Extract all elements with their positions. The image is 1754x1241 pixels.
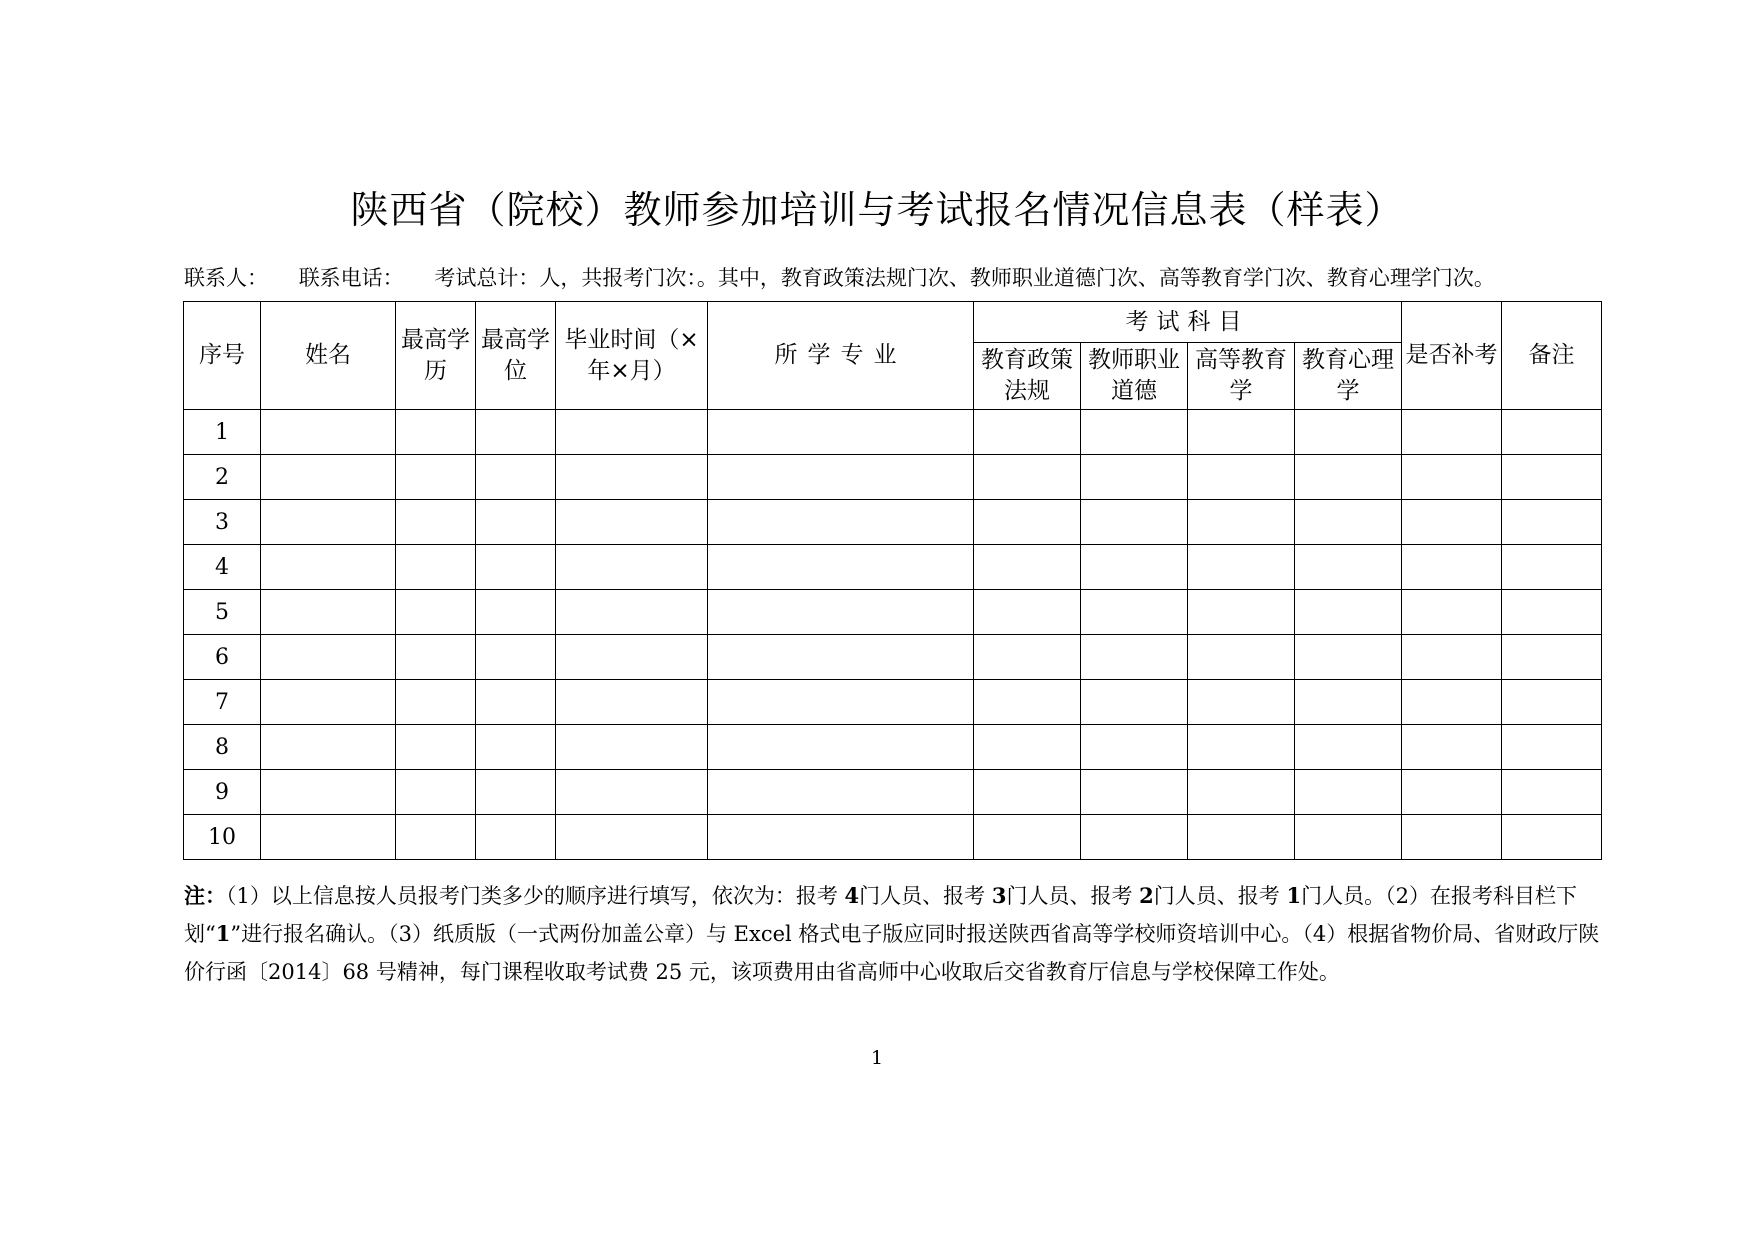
table-cell[interactable] [974,725,1081,770]
table-cell[interactable] [1402,725,1502,770]
table-cell[interactable] [1402,545,1502,590]
table-cell[interactable] [476,815,556,860]
notes-number-2: 2 [1139,883,1154,908]
table-cell[interactable] [556,815,708,860]
table-cell[interactable] [261,455,396,500]
table-cell[interactable] [1502,455,1602,500]
table-cell[interactable] [261,770,396,815]
table-cell[interactable] [1188,815,1295,860]
header-education: 最高学历 [396,302,476,410]
table-cell[interactable] [974,500,1081,545]
table-cell[interactable] [708,815,974,860]
table-cell[interactable] [974,410,1081,455]
table-cell[interactable] [1295,635,1402,680]
notes-text-3: 门人员、报考 [1006,884,1133,908]
table-row [184,455,1602,500]
table-cell[interactable] [974,770,1081,815]
table-cell[interactable] [1081,545,1188,590]
row-number: 6 [184,635,261,680]
table-cell[interactable] [556,455,708,500]
table-cell[interactable] [1081,590,1188,635]
header-subjects: 考试科目 [974,302,1402,343]
table-cell[interactable] [1502,815,1602,860]
table-cell[interactable] [1502,725,1602,770]
notes-number-1: 1 [1286,883,1302,908]
table-cell[interactable] [1502,545,1602,590]
exam-summary-count: 考试总计：人，共报考门次： [434,266,697,290]
notes-text-1: （1）以上信息按人员报考门类多少的顺序进行填写，依次为：报考 [226,884,838,908]
table-cell[interactable] [974,815,1081,860]
table-cell[interactable] [1081,725,1188,770]
table-cell[interactable] [476,725,556,770]
table-cell[interactable] [1402,770,1502,815]
table-cell[interactable] [1295,500,1402,545]
table-row [184,680,1602,725]
table-cell[interactable] [1295,410,1402,455]
table-cell[interactable] [974,455,1081,500]
table-cell[interactable] [1502,410,1602,455]
header-subject-policy: 教育政策法规 [974,343,1081,410]
notes-text-6: ”进行报名确认。（3）纸质版（一式两份加盖公章）与 Excel 格式电子版应同时报送陕西省高等学校师资培训中心。（4）根据省物价局、省财政厅陕价行函〔2014〕68 号精神，每门课程收取考试费 25 元，该项费用由省高师中心收取后交省教育厅信息与学校保障工作处。 [184,922,1600,984]
table-cell[interactable] [396,500,476,545]
table-cell[interactable] [1188,680,1295,725]
table-cell[interactable] [1402,635,1502,680]
header-seq: 序号 [184,302,261,410]
notes-number-3: 3 [991,883,1007,908]
header-degree: 最高学位 [476,302,556,410]
table-cell[interactable] [396,455,476,500]
row-number: 4 [184,545,261,590]
table-cell[interactable] [1502,680,1602,725]
table-cell[interactable] [1081,770,1188,815]
table-cell[interactable] [708,500,974,545]
table-body [184,410,1602,860]
table-cell[interactable] [396,410,476,455]
contact-line [184,264,1604,292]
table-cell[interactable] [708,680,974,725]
table-cell[interactable] [1295,590,1402,635]
table-cell[interactable] [1295,545,1402,590]
table-cell[interactable] [396,680,476,725]
table-cell[interactable] [1081,635,1188,680]
table-cell[interactable] [1502,635,1602,680]
table-cell[interactable] [1402,815,1502,860]
table-cell[interactable] [396,770,476,815]
table-cell[interactable] [1502,770,1602,815]
table-cell[interactable] [396,815,476,860]
table-cell[interactable] [1188,455,1295,500]
contact-phone-label: 联系电话： [298,266,404,290]
header-major: 所学专业 [708,302,974,410]
table-cell[interactable] [261,500,396,545]
table-cell[interactable] [1402,455,1502,500]
table-cell[interactable] [708,770,974,815]
table-cell[interactable] [261,410,396,455]
table-cell[interactable] [708,545,974,590]
notes [184,877,1604,991]
table-cell[interactable] [476,590,556,635]
table-cell[interactable] [261,815,396,860]
table-cell[interactable] [708,590,974,635]
page-title: 陕西省（院校）教师参加培训与考试报名情况信息表（样表） [350,188,1404,232]
table-row [184,500,1602,545]
table-cell[interactable] [556,770,708,815]
table-cell[interactable] [476,680,556,725]
row-number: 5 [184,590,261,635]
table-row [184,815,1602,860]
table-cell[interactable] [476,545,556,590]
table-cell[interactable] [556,725,708,770]
table-cell[interactable] [1188,770,1295,815]
header-graduation: 毕业时间（×年×月） [556,302,708,410]
table-cell[interactable] [556,635,708,680]
table-cell[interactable] [1081,410,1188,455]
table-cell[interactable] [1402,410,1502,455]
table-cell[interactable] [708,410,974,455]
table-cell[interactable] [1081,815,1188,860]
notes-text-2: 门人员、报考 [859,884,986,908]
row-number: 2 [184,455,261,500]
table-cell[interactable] [1295,455,1402,500]
table-cell[interactable] [1402,500,1502,545]
table-cell[interactable] [1188,410,1295,455]
table-cell[interactable] [396,545,476,590]
table-cell[interactable] [396,635,476,680]
header-remarks: 备注 [1502,302,1602,410]
table-cell[interactable] [261,545,396,590]
row-number: 3 [184,500,261,545]
table-cell[interactable] [974,680,1081,725]
table-cell[interactable] [1081,500,1188,545]
notes-number-4: 4 [844,883,860,908]
contact-person-label: 联系人： [184,266,268,290]
table-cell[interactable] [556,680,708,725]
table-cell[interactable] [1188,545,1295,590]
table-cell[interactable] [476,770,556,815]
table-cell[interactable] [476,455,556,500]
table-cell[interactable] [476,635,556,680]
table-cell[interactable] [1295,680,1402,725]
header-subject-higher-ed: 高等教育学 [1188,343,1295,410]
table-cell[interactable] [1402,590,1502,635]
table-cell[interactable] [1295,725,1402,770]
table-cell[interactable] [556,500,708,545]
header-retake: 是否补考 [1402,302,1502,410]
table-row [184,635,1602,680]
table-cell[interactable] [556,545,708,590]
table-cell[interactable] [1295,770,1402,815]
notes-text-5: 门人员。（2）在报考科目栏下划“ [184,884,1577,946]
row-number: 7 [184,680,261,725]
table-row [184,545,1602,590]
table-cell[interactable] [708,635,974,680]
table-cell[interactable] [396,590,476,635]
page-number: 1 [870,1047,884,1069]
row-number: 8 [184,725,261,770]
table-cell[interactable] [261,725,396,770]
row-number: 10 [184,815,261,860]
table-cell[interactable] [974,545,1081,590]
table-cell[interactable] [261,590,396,635]
table-cell[interactable] [261,635,396,680]
table-cell[interactable] [1188,635,1295,680]
header-name: 姓名 [261,302,396,410]
table-cell[interactable] [556,590,708,635]
table-cell[interactable] [476,500,556,545]
table-cell[interactable] [974,590,1081,635]
table-cell[interactable] [556,410,708,455]
table-cell[interactable] [1502,500,1602,545]
table-row [184,725,1602,770]
table-cell[interactable] [1502,590,1602,635]
table-row [184,590,1602,635]
table-cell[interactable] [1295,815,1402,860]
row-number: 9 [184,770,261,815]
table-cell[interactable] [1188,500,1295,545]
table-row [184,770,1602,815]
notes-text-4: 门人员、报考 [1153,884,1280,908]
registration-table [183,301,1602,860]
notes-label: 注： [184,883,226,908]
table-cell[interactable] [476,410,556,455]
table-cell[interactable] [1188,590,1295,635]
table-cell[interactable] [396,725,476,770]
exam-summary-breakdown: 。其中，教育政策法规门次、教师职业道德门次、高等教育学门次、教育心理学门次。 [696,266,1495,290]
table-cell[interactable] [261,680,396,725]
table-cell[interactable] [708,725,974,770]
table-cell[interactable] [974,635,1081,680]
table-row [184,410,1602,455]
row-number: 1 [184,410,261,455]
table-cell[interactable] [1402,680,1502,725]
header-subject-ethics: 教师职业道德 [1081,343,1188,410]
table-cell[interactable] [1188,725,1295,770]
notes-mark: 1 [215,921,231,946]
table-cell[interactable] [1081,680,1188,725]
table-cell[interactable] [708,455,974,500]
header-subject-psychology: 教育心理学 [1295,343,1402,410]
table-cell[interactable] [1081,455,1188,500]
